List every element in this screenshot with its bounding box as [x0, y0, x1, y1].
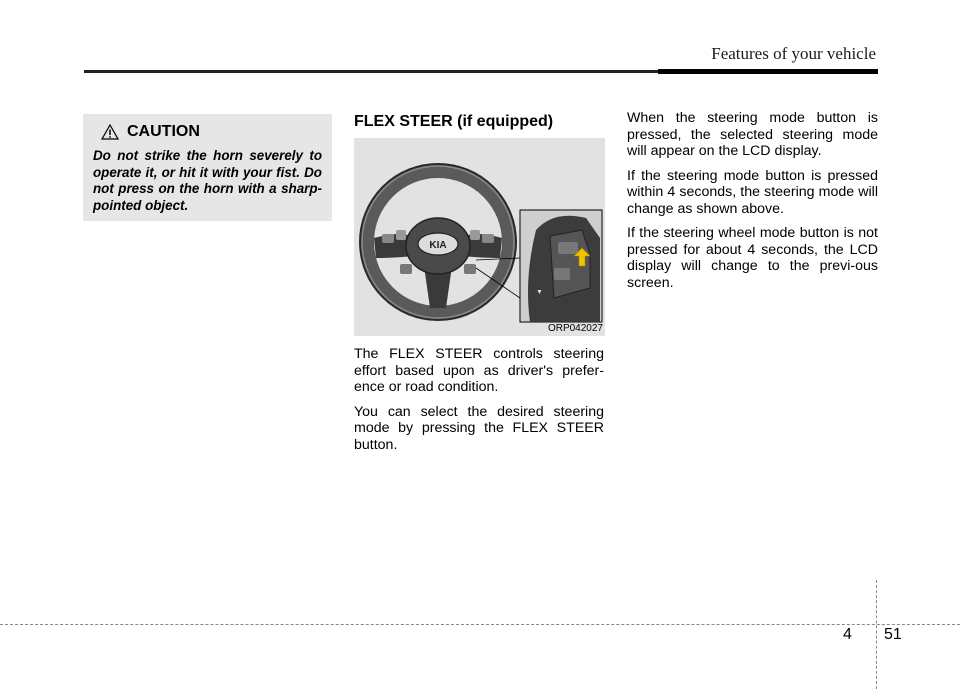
- body-paragraph: If the steering wheel mode button is not pressed for about 4 seconds, the LCD display will change to the previ-ous screen.: [627, 225, 878, 291]
- steering-wheel-figure: [354, 138, 605, 336]
- section-body: [354, 346, 604, 461]
- svg-text:▼: ▼: [536, 289, 543, 296]
- footer-divider: [876, 580, 877, 689]
- caution-text: Do not strike the horn severely to operate it, or hit it with your fist. Do not press on the horn with a sharp-pointed object.: [93, 148, 322, 213]
- caution-heading-label: CAUTION: [127, 123, 200, 140]
- section-title: FLEX STEER (if equipped): [354, 113, 554, 130]
- caution-heading: [101, 122, 322, 142]
- column-three-body: [627, 110, 878, 299]
- running-header-title: Features of your vehicle: [711, 44, 876, 63]
- footer-rule: [0, 624, 960, 625]
- body-paragraph: The FLEX STEER controls steering effort based upon as driver's prefer-ence or road condition.: [354, 346, 604, 395]
- caution-box: [83, 114, 332, 221]
- chapter-number: 4: [843, 626, 852, 643]
- header-rule-accent: [658, 69, 878, 74]
- warning-triangle-icon: [101, 124, 119, 140]
- page-number: 51: [884, 626, 902, 643]
- body-paragraph: If the steering mode button is pressed within 4 seconds, the steering mode will change as shown above.: [627, 167, 878, 217]
- body-paragraph: When the steering mode button is pressed, the selected steering mode will appear on the LCD display.: [627, 110, 878, 159]
- figure-code: ORP042027: [547, 323, 603, 334]
- steering-wheel-logo: KIA: [429, 240, 447, 251]
- steering-wheel-illustration: [354, 138, 605, 336]
- body-paragraph: You can select the desired steering mode by pressing the FLEX STEER button.: [354, 403, 604, 453]
